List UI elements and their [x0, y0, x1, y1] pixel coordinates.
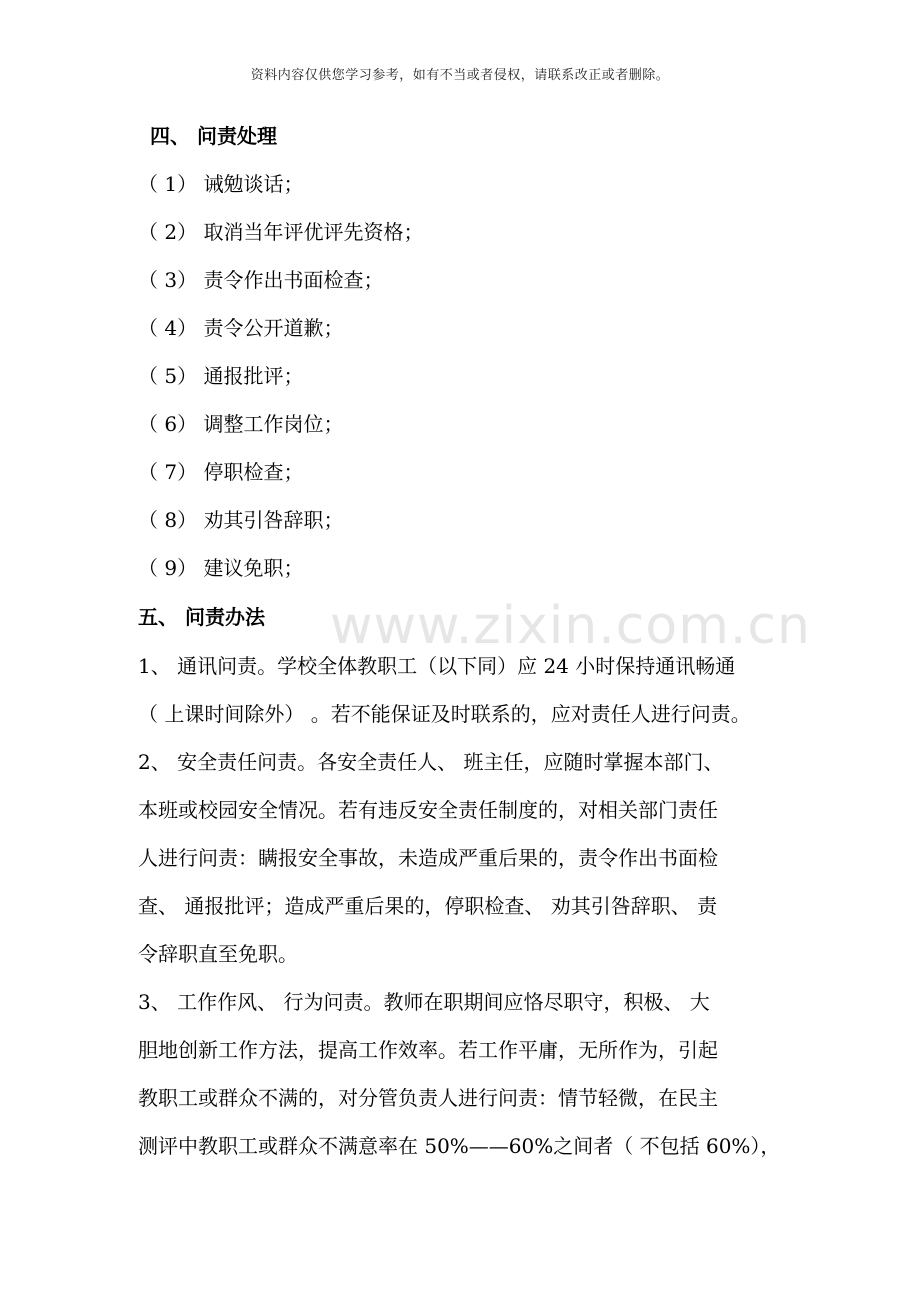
- list-item: （ 7） 停职检查；: [138, 460, 304, 484]
- paragraph-line: （ 上课时间除外） 。若不能保证及时联系的，应对责任人进行问责。: [138, 702, 751, 726]
- paragraph-line: 测评中教职工或群众不满意率在 50%——60%之间者（ 不包括 60%），: [138, 1134, 781, 1158]
- watermark: www.zixin.com.cn: [330, 596, 811, 656]
- paragraph-line: 1、 通讯问责。学校全体教职工（以下同）应 24 小时保持通讯畅通: [138, 654, 736, 678]
- list-item: （ 8） 劝其引咎辞职；: [138, 508, 344, 532]
- list-item: （ 5） 通报批评；: [138, 364, 304, 388]
- header-disclaimer: 资料内容仅供您学习参考，如有不当或者侵权，请联系改正或者删除。: [250, 68, 670, 83]
- section-4-heading: 四、 问责处理: [150, 124, 277, 148]
- paragraph-line: 教职工或群众不满的，对分管负责人进行问责：情节轻微，在民主: [138, 1086, 718, 1110]
- paragraph-line: 查、 通报批评；造成严重后果的，停职检查、 劝其引咎辞职、 责: [138, 894, 718, 918]
- paragraph-line: 2、 安全责任问责。各安全责任人、 班主任，应随时掌握本部门、: [138, 750, 724, 774]
- paragraph-line: 3、 工作作风、 行为问责。教师在职期间应恪尽职守，积极、 大: [138, 990, 710, 1014]
- list-item: （ 9） 建议免职；: [138, 556, 304, 580]
- list-item: （ 1） 诫勉谈话；: [138, 172, 304, 196]
- paragraph-line: 人进行问责：瞒报安全事故，未造成严重后果的，责令作出书面检: [138, 846, 718, 870]
- list-item: （ 4） 责令公开道歉；: [138, 316, 344, 340]
- list-item: （ 6） 调整工作岗位；: [138, 412, 344, 436]
- paragraph-line: 胆地创新工作方法，提高工作效率。若工作平庸，无所作为，引起: [138, 1038, 718, 1062]
- list-item: （ 3） 责令作出书面检查；: [138, 268, 384, 292]
- section-5-heading: 五、 问责办法: [138, 605, 265, 629]
- paragraph-line: 本班或校园安全情况。若有违反安全责任制度的，对相关部门责任: [138, 798, 718, 822]
- paragraph-line: 令辞职直至免职。: [138, 942, 298, 966]
- list-item: （ 2） 取消当年评优评先资格；: [138, 220, 424, 244]
